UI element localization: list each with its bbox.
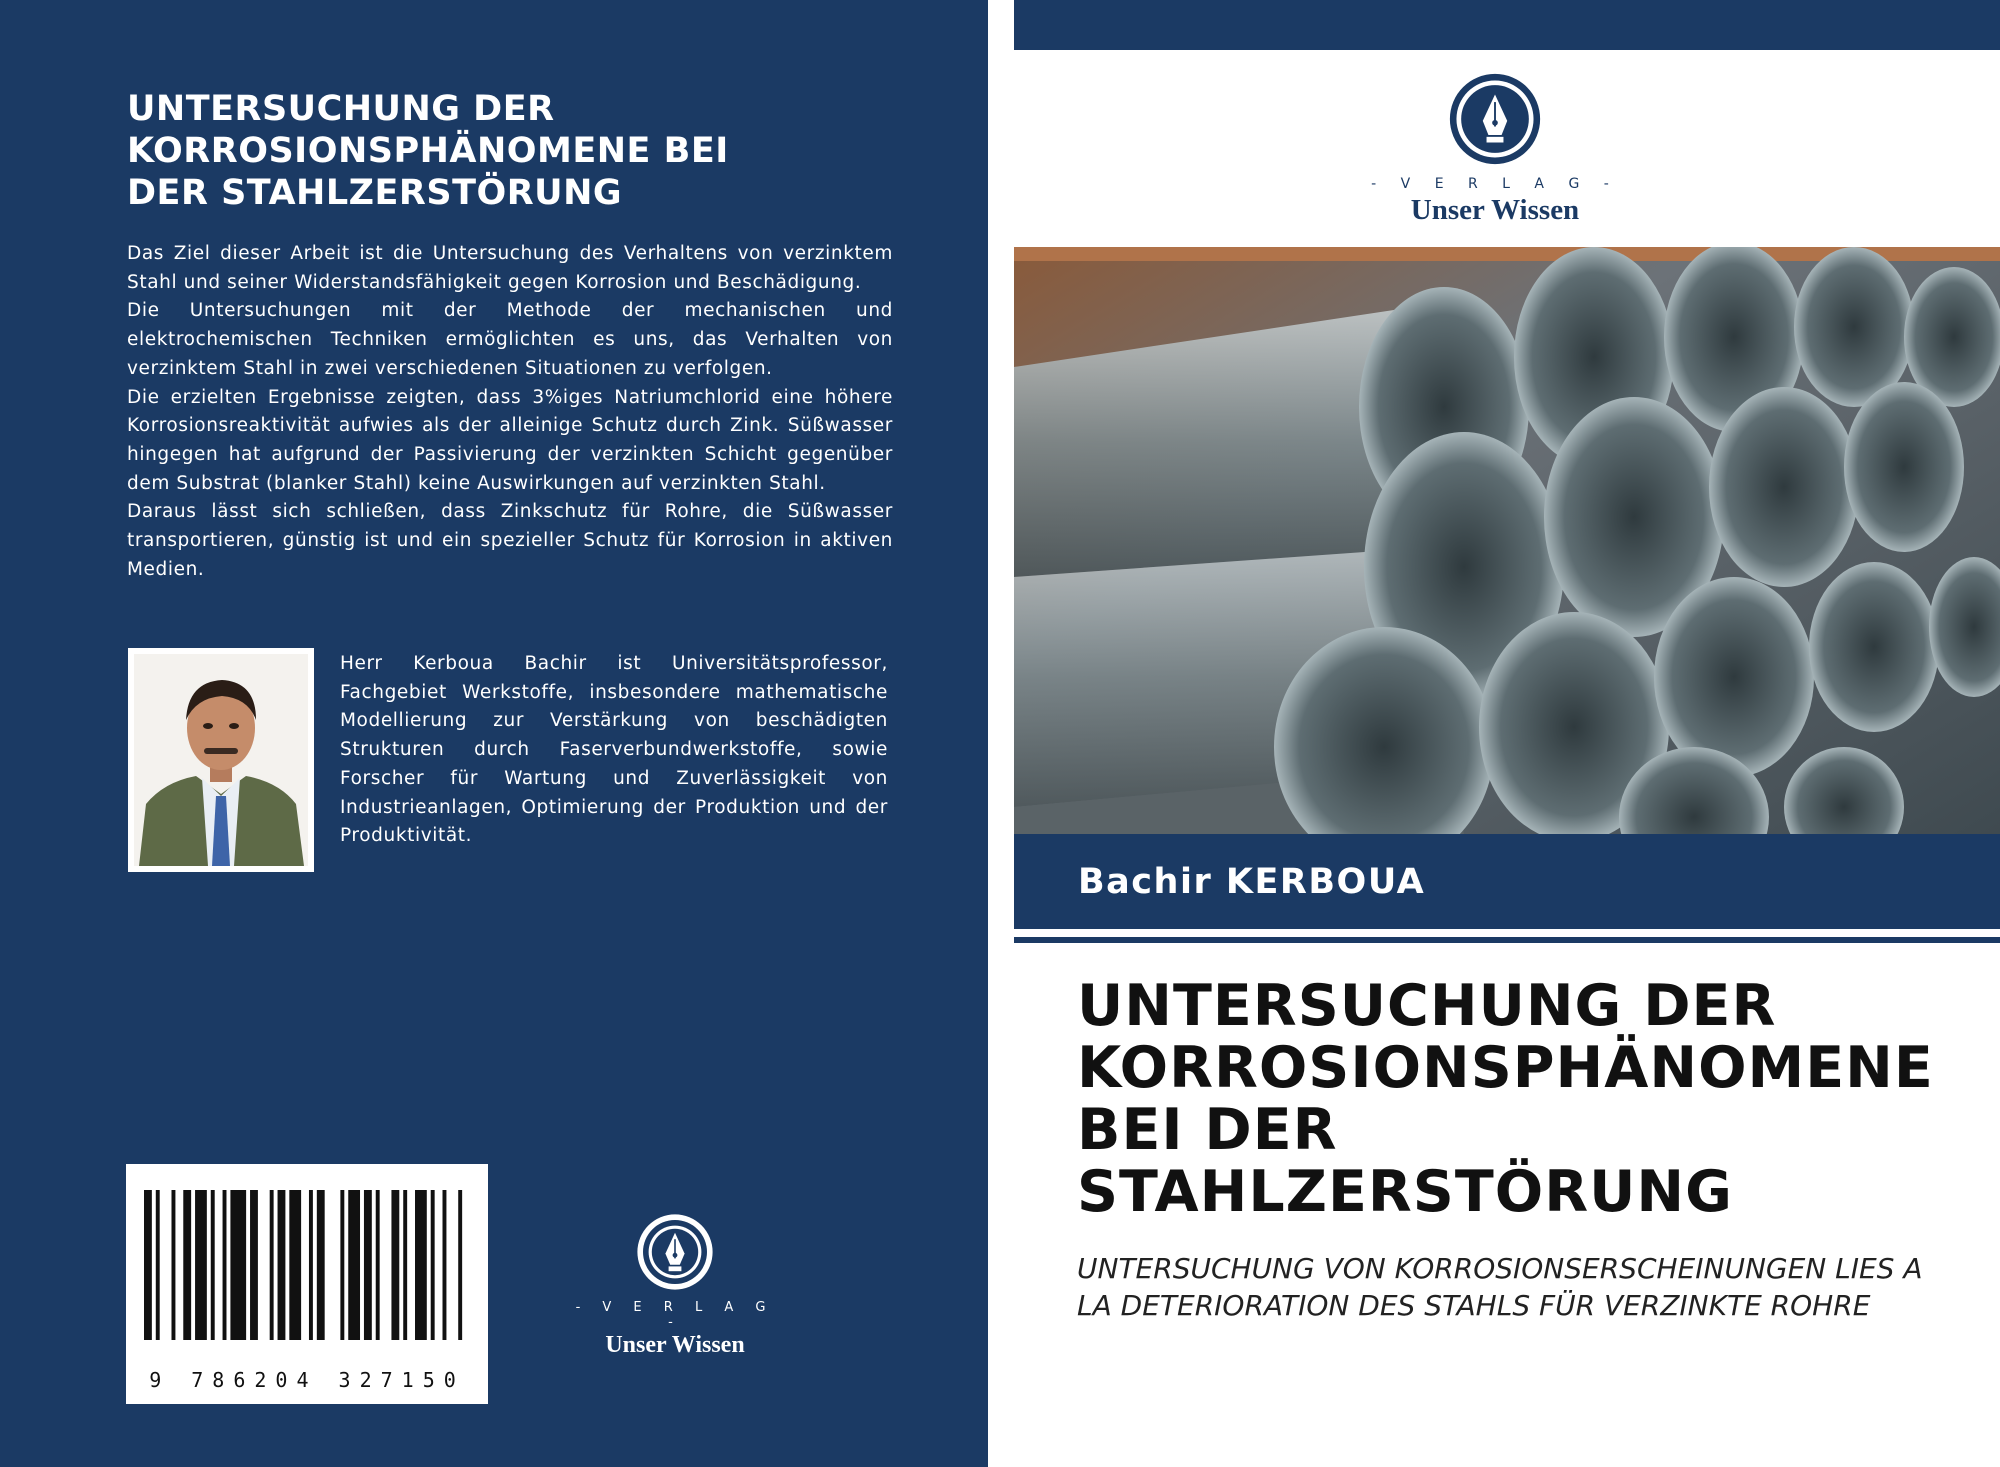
back-publisher-name: Unser Wissen: [605, 1332, 745, 1358]
barcode-bar: [195, 1190, 207, 1340]
barcode-bar: [391, 1190, 399, 1340]
barcode-bar: [270, 1190, 274, 1340]
abstract-paragraph: Die erzielten Ergebnisse zeigten, dass 3%iges Natriumchlorid eine höhere Korrosionsreaktivität aufwies als der alleinige Schutz durch Zink. Süßwasser hingegen hat aufgrund der Passivierung der verzinkten Schicht gegenüber dem Substrat (blanker Stahl) keine Auswirkungen auf verzinkten Stahl.: [127, 386, 893, 494]
front-verlag-label: - V E R L A G -: [1371, 176, 1619, 192]
barcode-bar: [223, 1190, 227, 1340]
front-top-bar: [1014, 0, 2000, 50]
barcode-bar: [458, 1190, 462, 1340]
barcode-bar: [309, 1190, 313, 1340]
barcode-bars: [144, 1190, 470, 1350]
isbn-number: 9 786204 327150: [149, 1368, 465, 1392]
barcode-bar: [317, 1190, 325, 1340]
author-band: [1014, 834, 2000, 929]
barcode-bar: [171, 1190, 175, 1340]
barcode-bar: [144, 1190, 152, 1340]
barcode-bar: [348, 1190, 360, 1340]
barcode-bar: [183, 1190, 191, 1340]
front-cover-title: [1077, 975, 1977, 1223]
barcode: [126, 1164, 488, 1404]
fountain-pen-nib-icon: [1448, 72, 1542, 166]
barcode-bar: [230, 1190, 246, 1340]
abstract-paragraph: Das Ziel dieser Arbeit ist die Untersuchung des Verhaltens von verzinktem Stahl und seiner Widerstandsfähigkeit gegen Korrosion und Beschädigung.: [127, 243, 893, 293]
front-title-line: KORROSIONSPHÄNOMENE: [1077, 1035, 1934, 1101]
abstract: [127, 240, 893, 584]
front-title-line: UNTERSUCHUNG DER: [1077, 973, 1777, 1039]
author-photo: [128, 648, 314, 872]
spine: [988, 0, 1014, 1467]
abstract-paragraph: Daraus lässt sich schließen, dass Zinkschutz für Rohre, die Süßwasser transportieren, günstig ist und ein spezieller Schutz für Korrosion in aktiven Medien.: [127, 501, 893, 580]
barcode-bar: [156, 1190, 160, 1340]
cover-photo: [1014, 247, 2000, 834]
galvanized-pipes-image: [1014, 247, 2000, 834]
barcode-bar: [211, 1190, 215, 1340]
barcode-bar: [431, 1190, 435, 1340]
front-title-line: BEI DER: [1077, 1097, 1338, 1163]
divider-rule: [1014, 937, 2000, 943]
barcode-bar: [340, 1190, 344, 1340]
barcode-bar: [278, 1190, 286, 1340]
back-cover: [0, 0, 988, 1467]
back-title-line: KORROSIONSPHÄNOMENE BEI: [127, 131, 729, 171]
barcode-bar: [443, 1190, 447, 1340]
back-title-line: DER STAHLZERSTÖRUNG: [127, 173, 623, 213]
abstract-paragraph: Die Untersuchungen mit der Methode der mechanischen und elektrochemischen Techniken ermöglichten es uns, das Verhalten von verzinktem Stahl in zwei verschiedenen Situationen zu verfolgen.: [127, 300, 893, 379]
barcode-bar: [289, 1190, 301, 1340]
front-title-line: STAHLZERSTÖRUNG: [1077, 1159, 1733, 1225]
back-title-line: UNTERSUCHUNG DER: [127, 89, 555, 129]
back-verlag-label: - V E R L A G -: [575, 1300, 775, 1330]
barcode-bar: [364, 1190, 372, 1340]
fountain-pen-nib-icon: [635, 1212, 715, 1292]
front-cover-subtitle: UNTERSUCHUNG VON KORROSIONSERSCHEINUNGEN LIES A LA DETERIORATION DES STAHLS FÜR VERZINKTE ROHRE: [1077, 1252, 1923, 1322]
back-cover-title: [127, 88, 887, 214]
author-name: Bachir KERBOUA: [1078, 862, 1426, 902]
author-bio: Herr Kerboua Bachir ist Universitätsprofessor, Fachgebiet Werkstoffe, insbesondere mathematische Modellierung zur Verstärkung von beschädigten Strukturen durch Faserverbundwerkstoffe, sowie Forscher für Wartung und Zuverlässigkeit von Industrieanlagen, Optimierung der Produktion und der Produktivität.: [340, 653, 888, 847]
barcode-bar: [403, 1190, 407, 1340]
barcode-bar: [376, 1190, 380, 1340]
front-publisher-name: Unser Wissen: [1410, 194, 1580, 226]
front-publisher-logo: [1360, 72, 1630, 227]
portrait-icon: [134, 654, 308, 866]
barcode-bar: [250, 1190, 258, 1340]
barcode-bar: [415, 1190, 427, 1340]
back-publisher-logo: [575, 1212, 775, 1359]
